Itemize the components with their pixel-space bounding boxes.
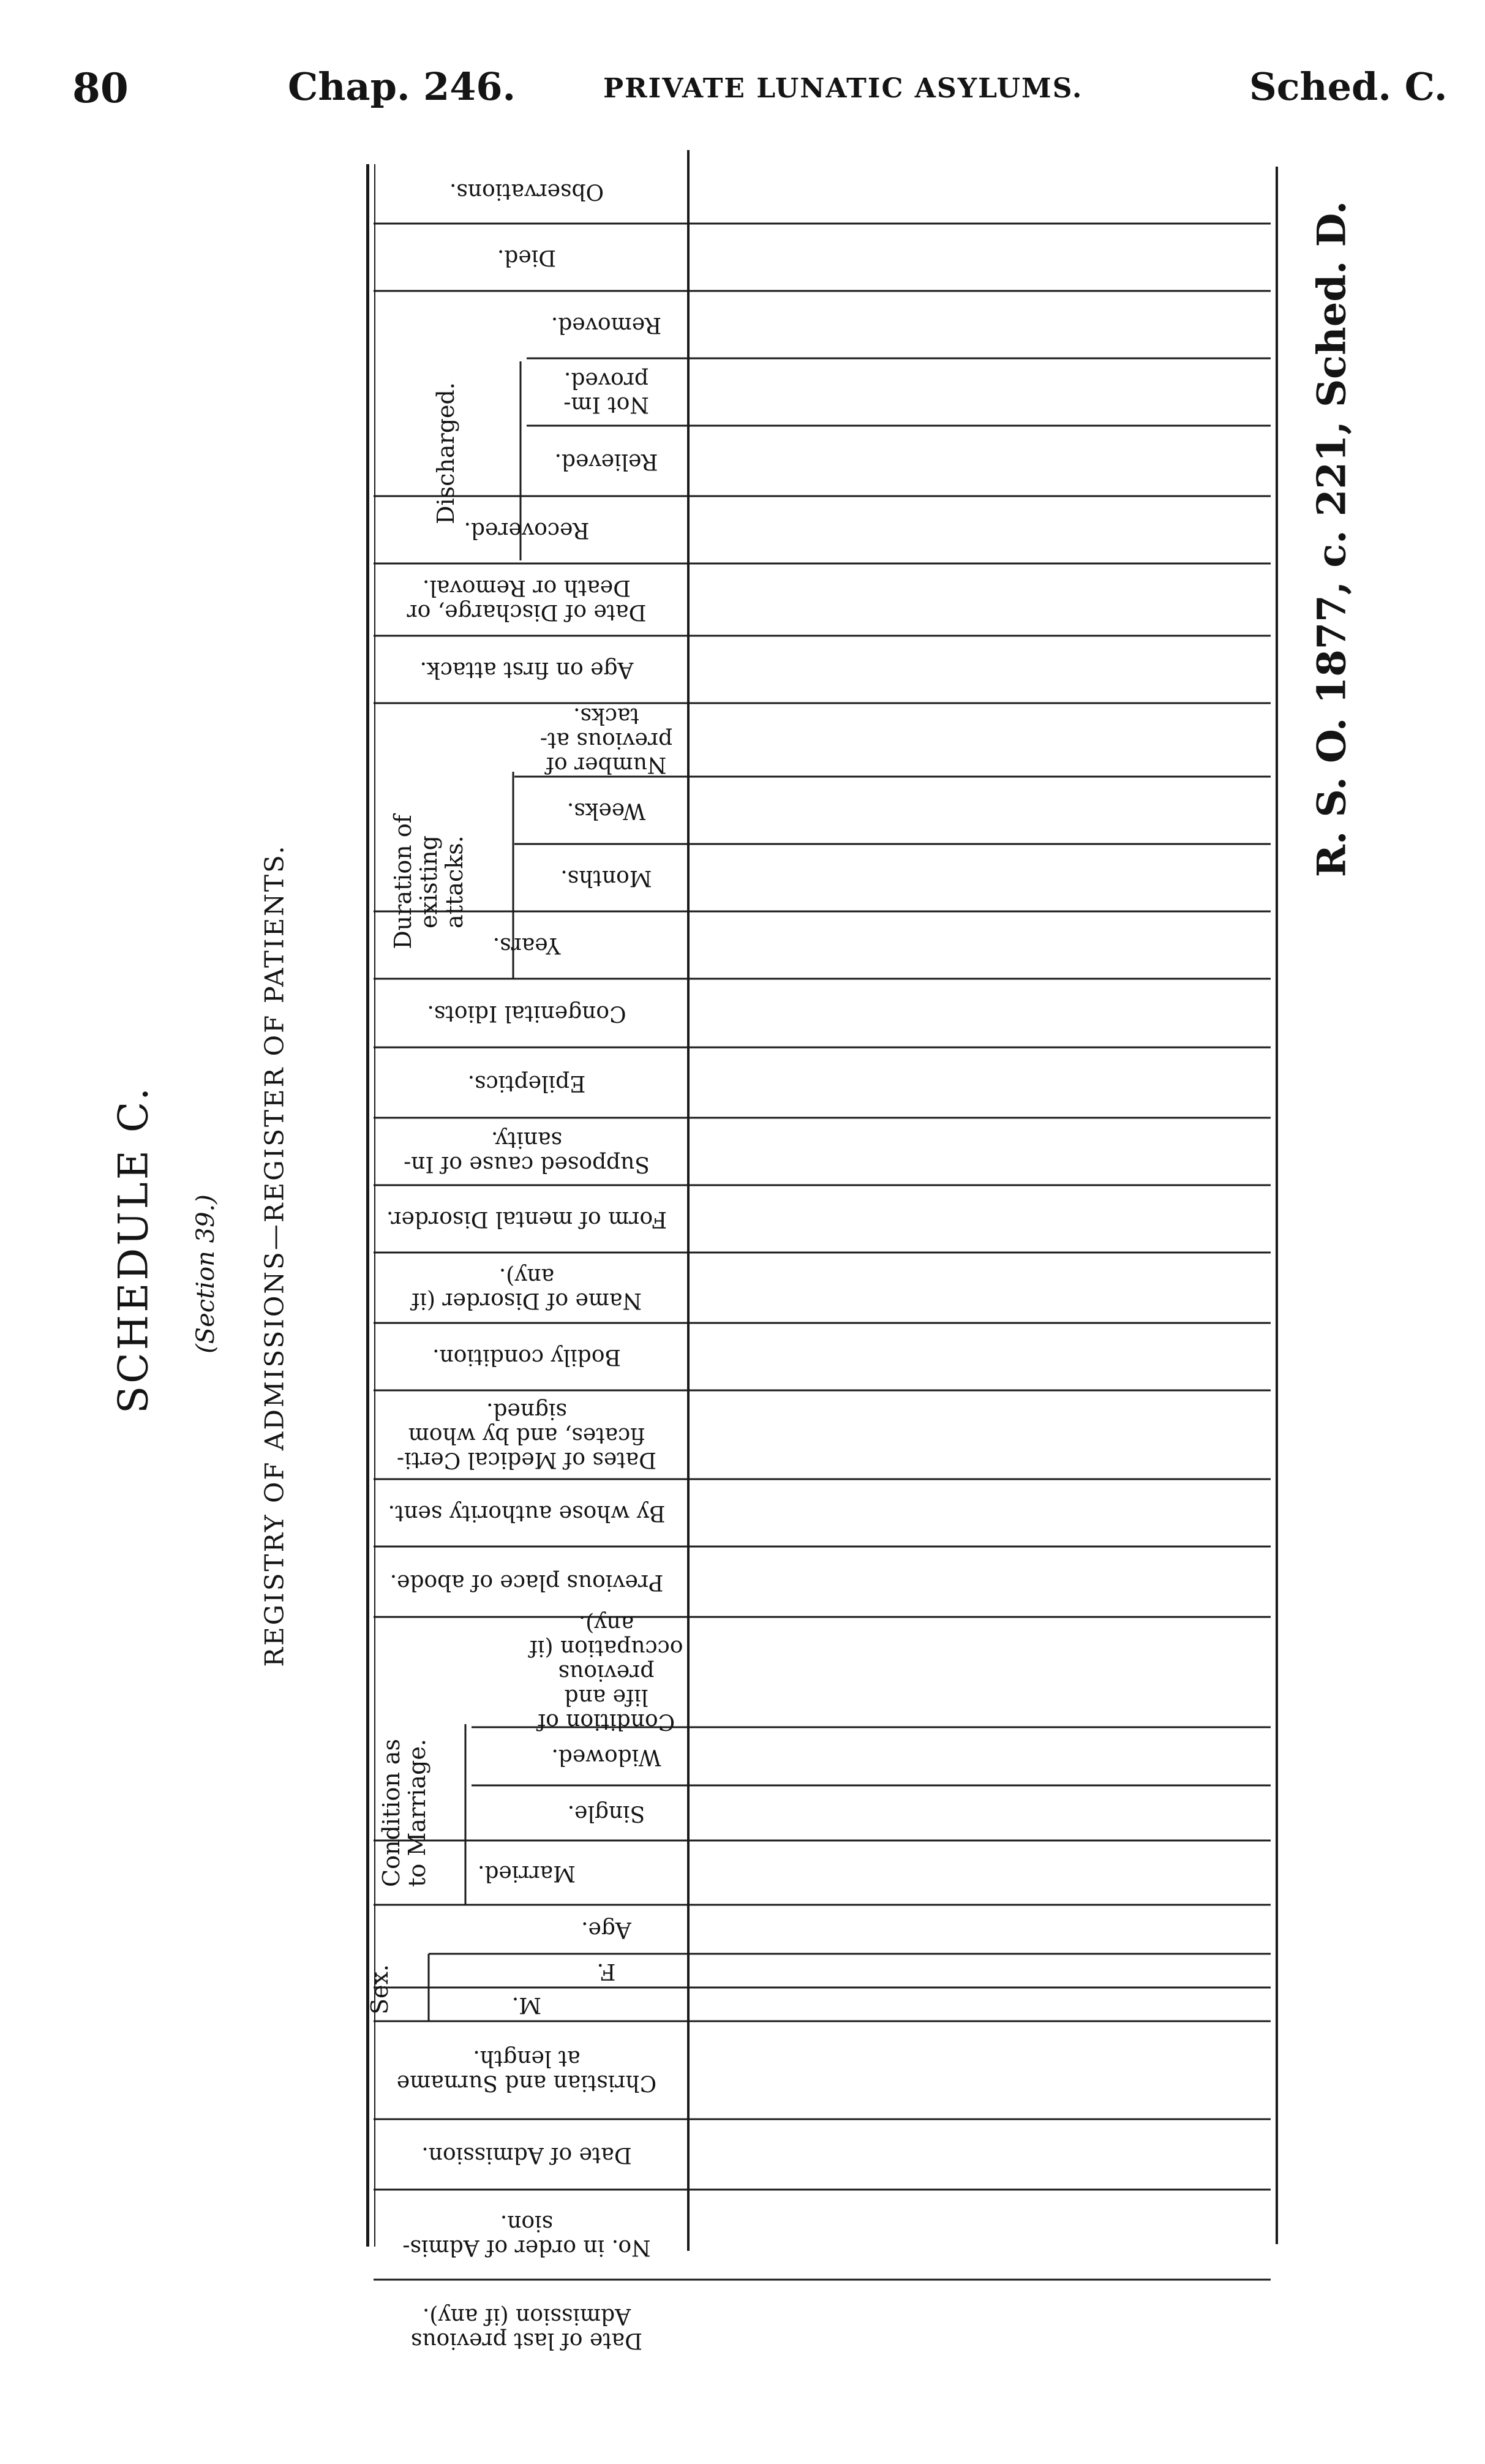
column-header: Single.: [567, 1801, 645, 1826]
registry-title: REGISTRY OF ADMISSIONS—REGISTER OF PATIENTS.: [259, 844, 290, 1667]
column-header: Not Im- proved.: [563, 367, 649, 417]
column-header: Dates of Medical Certi- ficates, and by whom signed.: [397, 1398, 656, 1472]
form-left-border: [366, 164, 369, 2247]
column-header: Form of mental Disorder.: [386, 1207, 667, 1232]
column-header: Widowed.: [551, 1744, 661, 1769]
column-header: Previous place of abode.: [389, 1569, 664, 1595]
column-header: Congenital Idiots.: [427, 1001, 626, 1026]
schedule-reference: Sched. C.: [1249, 64, 1448, 109]
column-header: Bodily condition.: [432, 1344, 621, 1370]
running-header: [0, 64, 1485, 119]
column-header: Weeks.: [566, 798, 646, 823]
page-number: 80: [72, 64, 129, 112]
sex-group-label: Sex.: [366, 1964, 393, 2015]
column-header: Observations.: [449, 178, 604, 204]
column-header: No. in order of Admis- sion.: [402, 2210, 651, 2260]
column-header: Recovered.: [464, 518, 590, 543]
column-header: Age.: [581, 1917, 631, 1942]
column-header: Married.: [477, 1860, 576, 1886]
discharged-group-label: Discharged.: [432, 382, 459, 524]
column-header: Died.: [497, 245, 557, 270]
form-right-border: [1276, 167, 1278, 2244]
form-left-border-inner: [374, 164, 375, 2247]
duration-group-label: Duration of existing attacks.: [389, 815, 468, 949]
column-header: Years.: [492, 933, 561, 958]
running-title: PRIVATE LUNATIC ASYLUMS.: [603, 73, 1083, 104]
column-header: M.: [511, 1992, 542, 2018]
column-header: Number of previous at- tacks.: [539, 703, 673, 777]
column-header: Name of Disorder (if any).: [412, 1263, 642, 1313]
section-reference: (Section 39.): [192, 1194, 220, 1354]
column-header: Date of Discharge, or Death or Removal.: [407, 575, 647, 625]
column-header: Date of last previous Admission (if any).: [410, 2304, 643, 2353]
column-header: Christian and Surname at length.: [396, 2046, 657, 2095]
column-header: By whose authority sent.: [388, 1501, 666, 1526]
schedule-title: SCHEDULE C.: [110, 1085, 157, 1414]
column-header: F.: [596, 1958, 616, 1984]
column-header: Age on first attack.: [419, 657, 634, 682]
chapter-number: Chap. 246.: [288, 64, 516, 109]
marriage-group-label: Condition as to Marriage.: [378, 1739, 430, 1887]
column-header: Supposed cause of In- sanity.: [404, 1127, 650, 1177]
column-header: Months.: [560, 865, 652, 891]
column-header: Condition of life and previous occupation (if any).: [529, 1611, 683, 1734]
column-header: Date of Admission.: [421, 2142, 632, 2168]
form-header-divider: [687, 150, 690, 2251]
statute-reference: R. S. O. 1877, c. 221, Sched. D.: [1309, 200, 1355, 878]
column-header: Relieved.: [554, 448, 658, 474]
column-header: Epileptics.: [467, 1070, 586, 1096]
column-header: Removed.: [551, 312, 662, 337]
